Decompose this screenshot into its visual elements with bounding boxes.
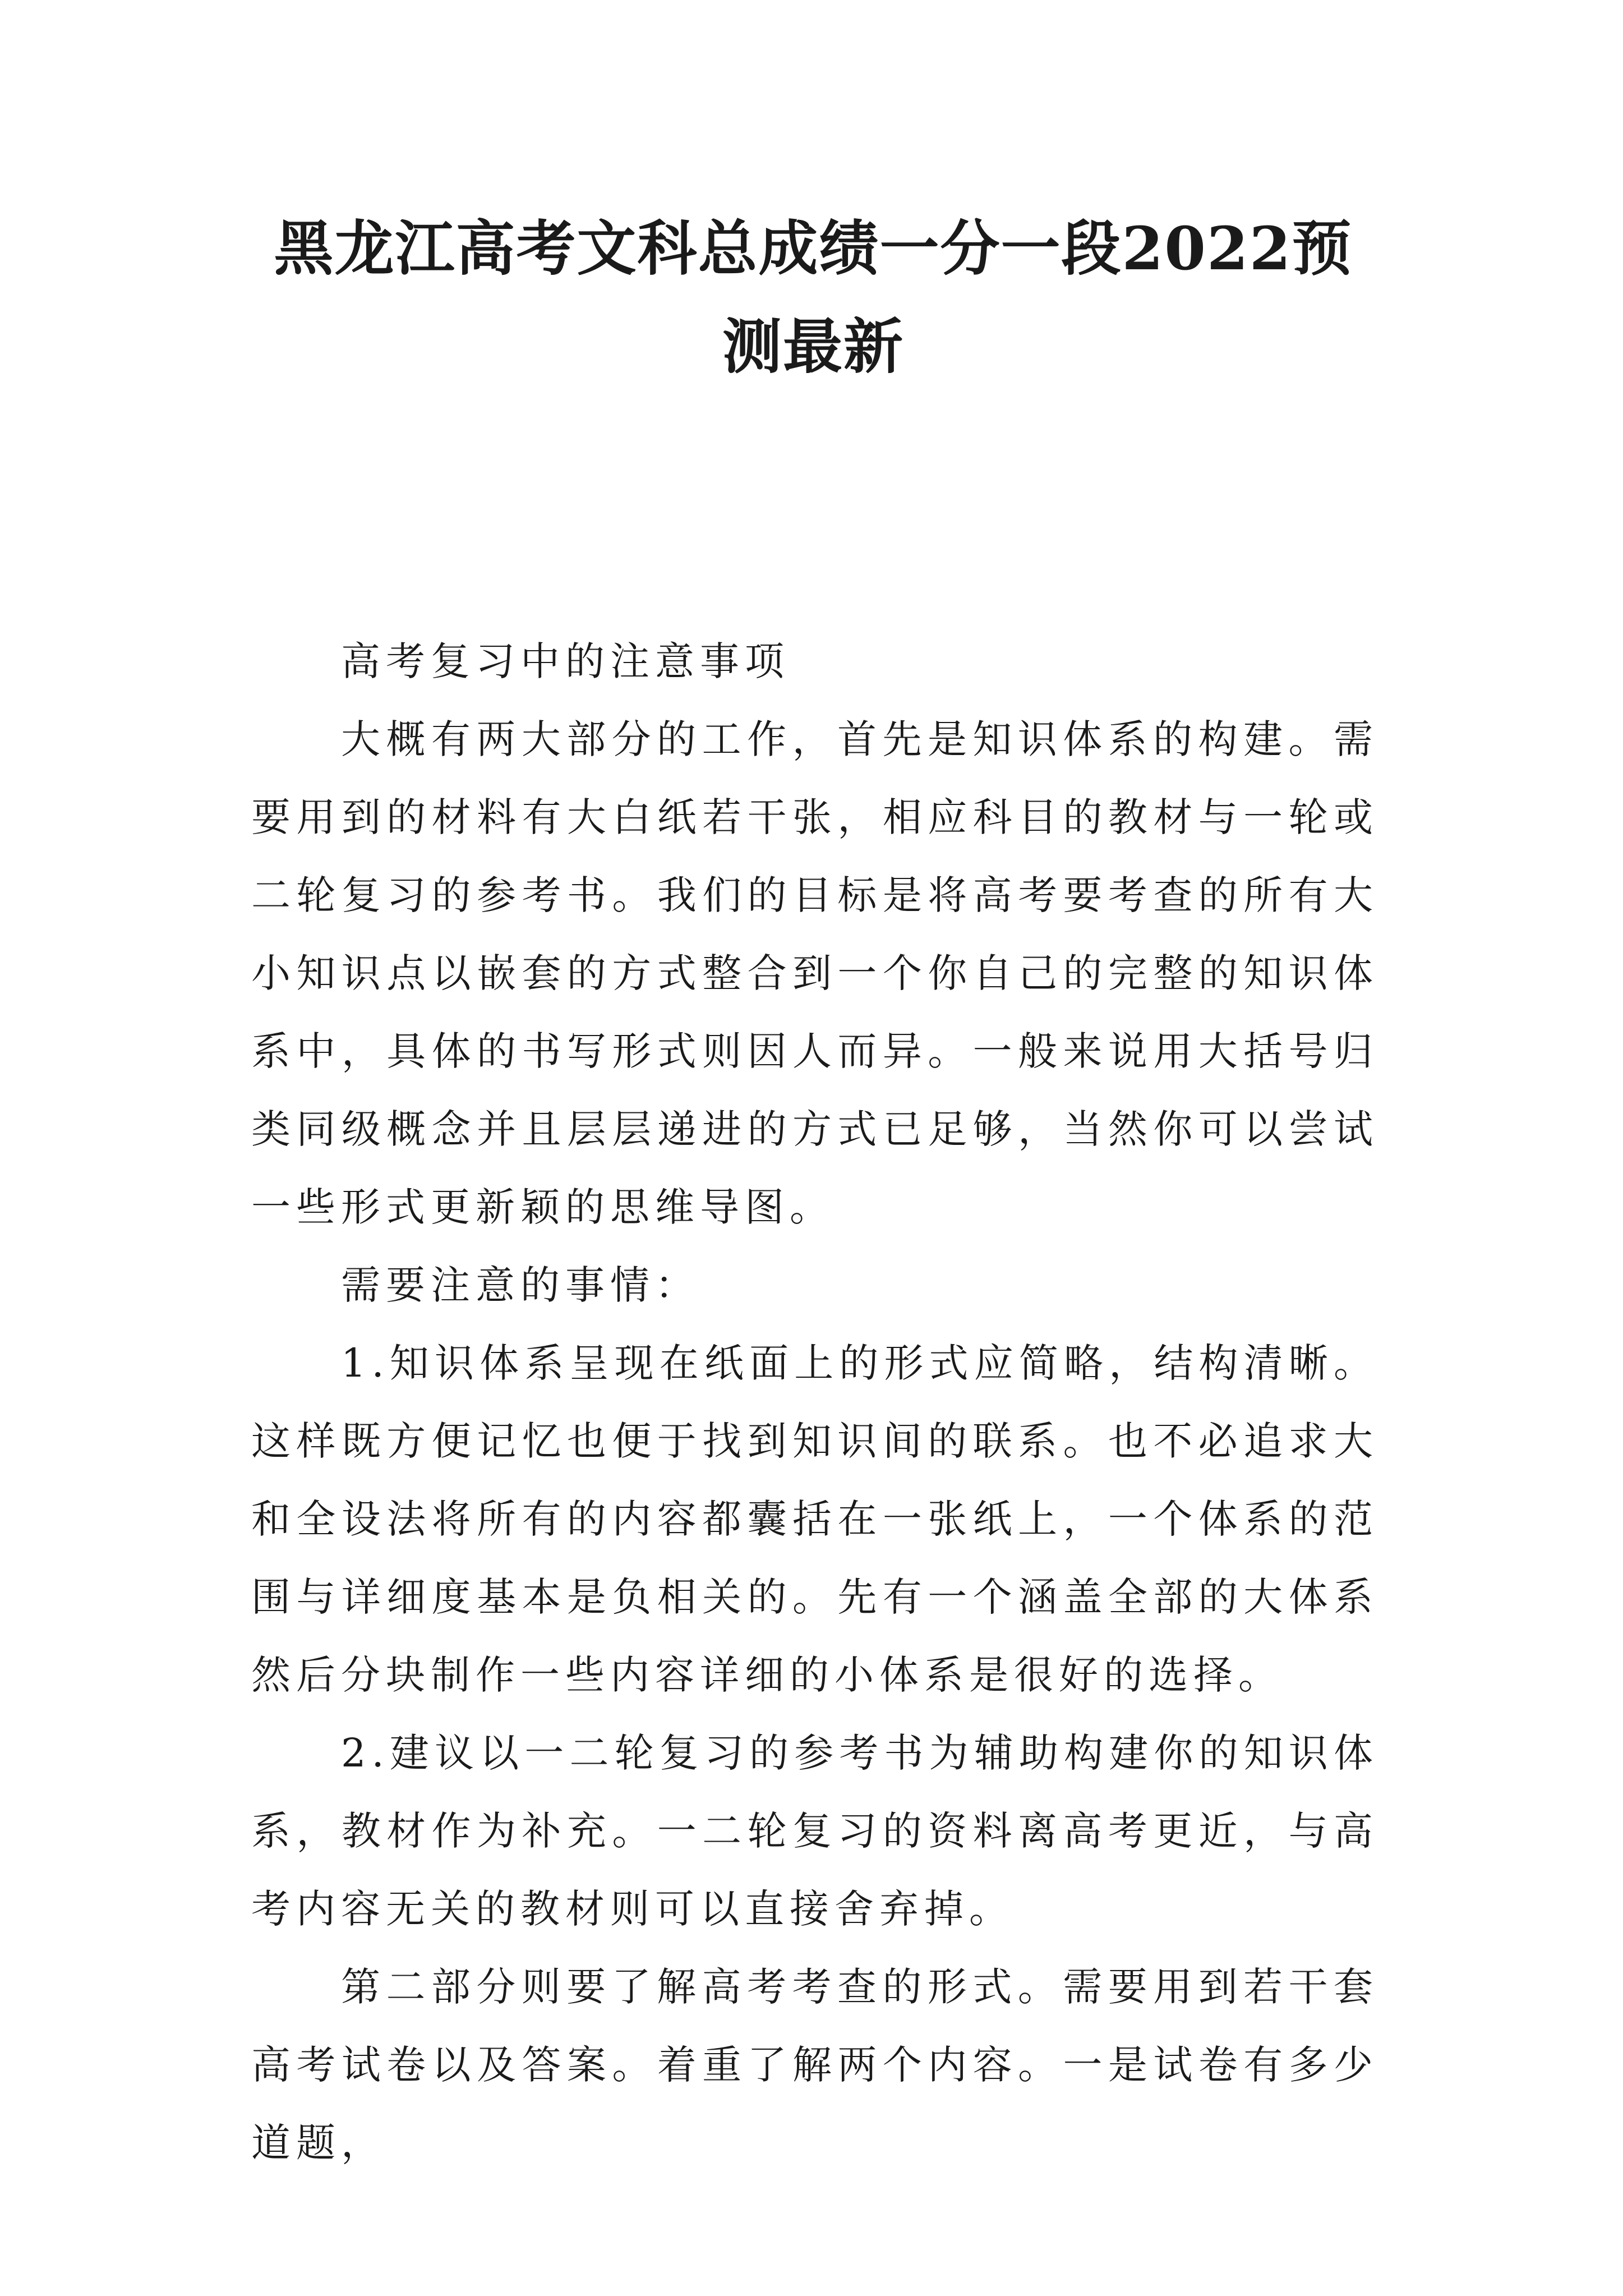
document-body [251,623,1378,2182]
section-heading: 高考复习中的注意事项 [341,638,790,684]
body-paragraph: 第二部分则要了解高考考查的形式。需要用到若干套高考试卷以及答案。着重了解两个内容。一是试卷有多少道题， [251,1964,1378,2166]
body-paragraph: 2.建议以一二轮复习的参考书为辅助构建你的知识体系，教材作为补充。一二轮复习的资料离高考更近，与高考内容无关的教材则可以直接舍弃掉。 [251,1730,1378,1932]
body-paragraph: 需要注意的事情： [341,1262,700,1308]
body-paragraph: 1.知识体系呈现在纸面上的形式应简略，结构清晰。这样既方便记忆也便于找到知识间的联系。也不必追求大和全设法将所有的内容都囊括在一张纸上，一个体系的范围与详细度基本是负相关的。先有一个涵盖全部的大体系然后分块制作一些内容详细的小体系是很好的选择。 [251,1340,1378,1698]
document-title: 黑龙江高考文科总成绩一分一段2022预测最新 [274,213,1353,381]
body-paragraph: 大概有两大部分的工作，首先是知识体系的构建。需要用到的材料有大白纸若干张，相应科目的教材与一轮或二轮复习的参考书。我们的目标是将高考要考查的所有大小知识点以嵌套的方式整合到一个你自己的完整的知识体系中，具体的书写形式则因人而异。一般来说用大括号归类同级概念并且层层递进的方式已足够，当然你可以尝试一些形式更新颖的思维导图。 [251,716,1378,1230]
